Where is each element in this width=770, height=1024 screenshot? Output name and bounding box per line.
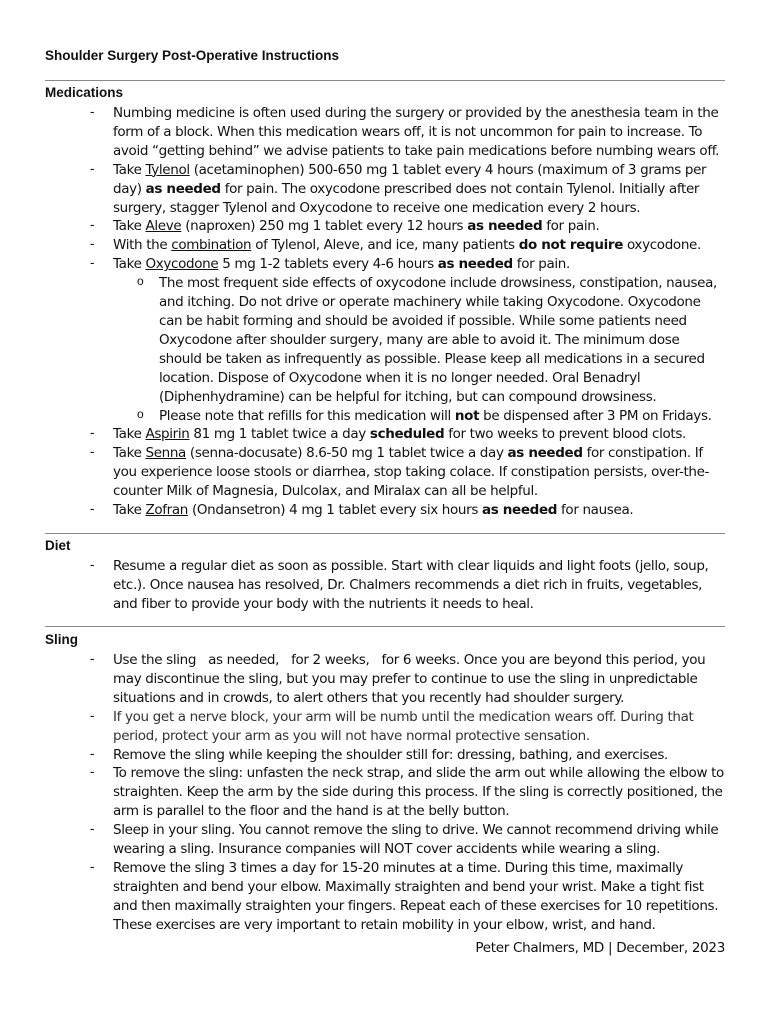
list-item-combination — [0, 236, 770, 255]
aspirin-text: Take Aspirin 81 mg 1 tablet twice a day scheduled for two weeks to prevent blood clots. — [113, 426, 686, 443]
page-title: Shoulder Surgery Post-Operative Instructions — [45, 48, 340, 63]
zofran-name: Zofran — [145, 502, 189, 519]
oxy-refills-text: Please note that refills for this medication will not be dispensed after 3 PM on Fridays. — [159, 407, 712, 424]
sub-item-oxy-side-effects — [0, 274, 770, 406]
bullet-dash: - — [90, 557, 95, 572]
aleve-name: Aleve — [145, 218, 182, 235]
bullet-dash: - — [90, 425, 95, 441]
nerve-block-text: If you get a nerve block, your arm will be numb until the medication wears off. During that period, protect your arm as you will not have normal protective sensation. — [113, 708, 694, 744]
list-item-remove-still — [0, 746, 770, 765]
remove-still-text: Remove the sling while keeping the shoulder still for: dressing, bathing, and exercises. — [113, 746, 668, 763]
diet-list — [0, 557, 770, 614]
bullet-dash: - — [90, 651, 95, 666]
aleve-text: Take Aleve (naproxen) 250 mg 1 tablet every 12 hours as needed for pain. — [113, 218, 600, 235]
bullet-dash: - — [90, 707, 95, 723]
bullet-dash: - — [90, 236, 95, 252]
bullet-dash: - — [90, 858, 95, 874]
bullet-dash: - — [90, 217, 95, 233]
list-item-numbing — [0, 104, 770, 161]
bullet-dash: - — [90, 745, 95, 761]
tylenol-name: Tylenol — [145, 161, 190, 178]
list-item-oxycodone — [0, 255, 770, 274]
list-item-diet — [0, 557, 770, 614]
list-item-aleve — [0, 217, 770, 236]
sub-item-oxy-refills — [0, 407, 770, 426]
combination-text: With the combination of Tylenol, Aleve, and ice, many patients do not require oxycodone. — [113, 237, 701, 254]
combination-word: combination — [171, 237, 252, 254]
bullet-circle: o — [137, 274, 144, 289]
senna-name: Senna — [145, 445, 186, 462]
medications-heading: Medications — [45, 85, 124, 100]
list-item-sling-use — [0, 651, 770, 708]
oxycodone-name: Oxycodone — [145, 256, 219, 273]
diet-text: Resume a regular diet as soon as possible. Start with clear liquids and light foots (jello, soup, etc.). Once nausea has resolved, Dr. Chalmers recommends a diet rich in fruits, vegetables, and fiber to provide your body with the nutrients it needs to heal. — [113, 558, 709, 612]
list-item-nerve-block — [0, 708, 770, 746]
sleep-text: Sleep in your sling. You cannot remove the sling to drive. We cannot recommend driving while wearing a sling. Insurance companies will NOT cover accidents while wearing a sling. — [113, 822, 719, 858]
aspirin-name: Aspirin — [145, 426, 190, 443]
medications-list — [0, 104, 770, 520]
sling-list — [0, 651, 770, 935]
list-item-sleep — [0, 821, 770, 859]
sling-use-text: Use the sling as needed, for 2 weeks, for 6 weeks. Once you are beyond this period, you may discontinue the sling, but you may prefer to continue to use the sling in unpredictable situations and in crowds, to alert others that you recently had shoulder surgery. — [113, 652, 706, 706]
bullet-dash: - — [90, 821, 95, 837]
divider — [45, 626, 725, 627]
bullet-dash: - — [90, 160, 95, 176]
exercises-text: Remove the sling 3 times a day for 15-20 minutes at a time. During this time, maximally straighten and bend your elbow. Maximally straighten and bend your wrist. Make a tight fist and then maximally straighten your fingers. Repeat each of these exercises for 10 repetitions. These exercises are very important to retain mobility in your elbow, wrist, and hand. — [113, 859, 719, 933]
list-item-zofran — [0, 501, 770, 520]
bullet-dash: - — [90, 764, 95, 780]
bullet-dash: - — [90, 104, 95, 119]
sling-heading: Sling — [45, 632, 78, 647]
how-remove-text: To remove the sling: unfasten the neck strap, and slide the arm out while allowing the elbow to straighten. Keep the arm by the side during this process. If the sling is correctly positioned, the arm is parallel to the floor and the hand is at the belly button. — [113, 765, 724, 820]
oxycodone-text: Take Oxycodone 5 mg 1-2 tablets every 4-6 hours as needed for pain. — [113, 256, 570, 273]
diet-heading: Diet — [45, 538, 71, 553]
list-item-aspirin — [0, 425, 770, 444]
list-item-tylenol — [0, 161, 770, 218]
bullet-dash: - — [90, 444, 95, 460]
tylenol-text: Take Tylenol (acetaminophen) 500-650 mg 1 tablet every 4 hours (maximum of 3 grams per day) as needed for pain. The oxycodone prescribed does not contain Tylenol. Initially after surgery, stagger Tylenol and Oxycodone to receive one medication every 2 hours. — [113, 161, 707, 216]
list-item-how-remove — [0, 764, 770, 821]
oxy-side-effects-text: The most frequent side effects of oxycodone include drowsiness, constipation, nausea, and itching. Do not drive or operate machinery while taking Oxycodone. Oxycodone can be habit forming and should be avoided if possible. While some patients need Oxycodone after shoulder surgery, many are able to avoid it. The minimum dose should be taken as infrequently as possible. Please keep all medications in a secured location. Dispose of Oxycodone when it is no longer needed. Oral Benadryl (Diphenhydramine) can be helpful for itching, but can compound drowsiness. — [159, 275, 717, 405]
senna-text: Take Senna (senna-docusate) 8.6-50 mg 1 tablet twice a day as needed for constipation. If you experience loose stools or diarrhea, stop taking colace. If constipation persists, over-the-counter Milk of Magnesia, Dulcolax, and Miralax can all be helpful. — [113, 445, 710, 500]
list-item-exercises — [0, 859, 770, 935]
footer-signature: Peter Chalmers, MD | December, 2023 — [475, 940, 725, 956]
zofran-text: Take Zofran (Ondansetron) 4 mg 1 tablet every six hours as needed for nausea. — [113, 502, 634, 519]
bullet-dash: - — [90, 255, 95, 271]
divider — [45, 80, 725, 81]
list-item-senna — [0, 444, 770, 501]
numbing-text: Numbing medicine is often used during the surgery or provided by the anesthesia team in the form of a block. When this medication wears off, it is not uncommon for pain to increase. To avoid “getting behind” we advise patients to take pain medications before numbing wears off. — [113, 105, 720, 159]
bullet-dash: - — [90, 501, 95, 517]
bullet-circle: o — [137, 406, 144, 421]
divider — [45, 533, 725, 534]
